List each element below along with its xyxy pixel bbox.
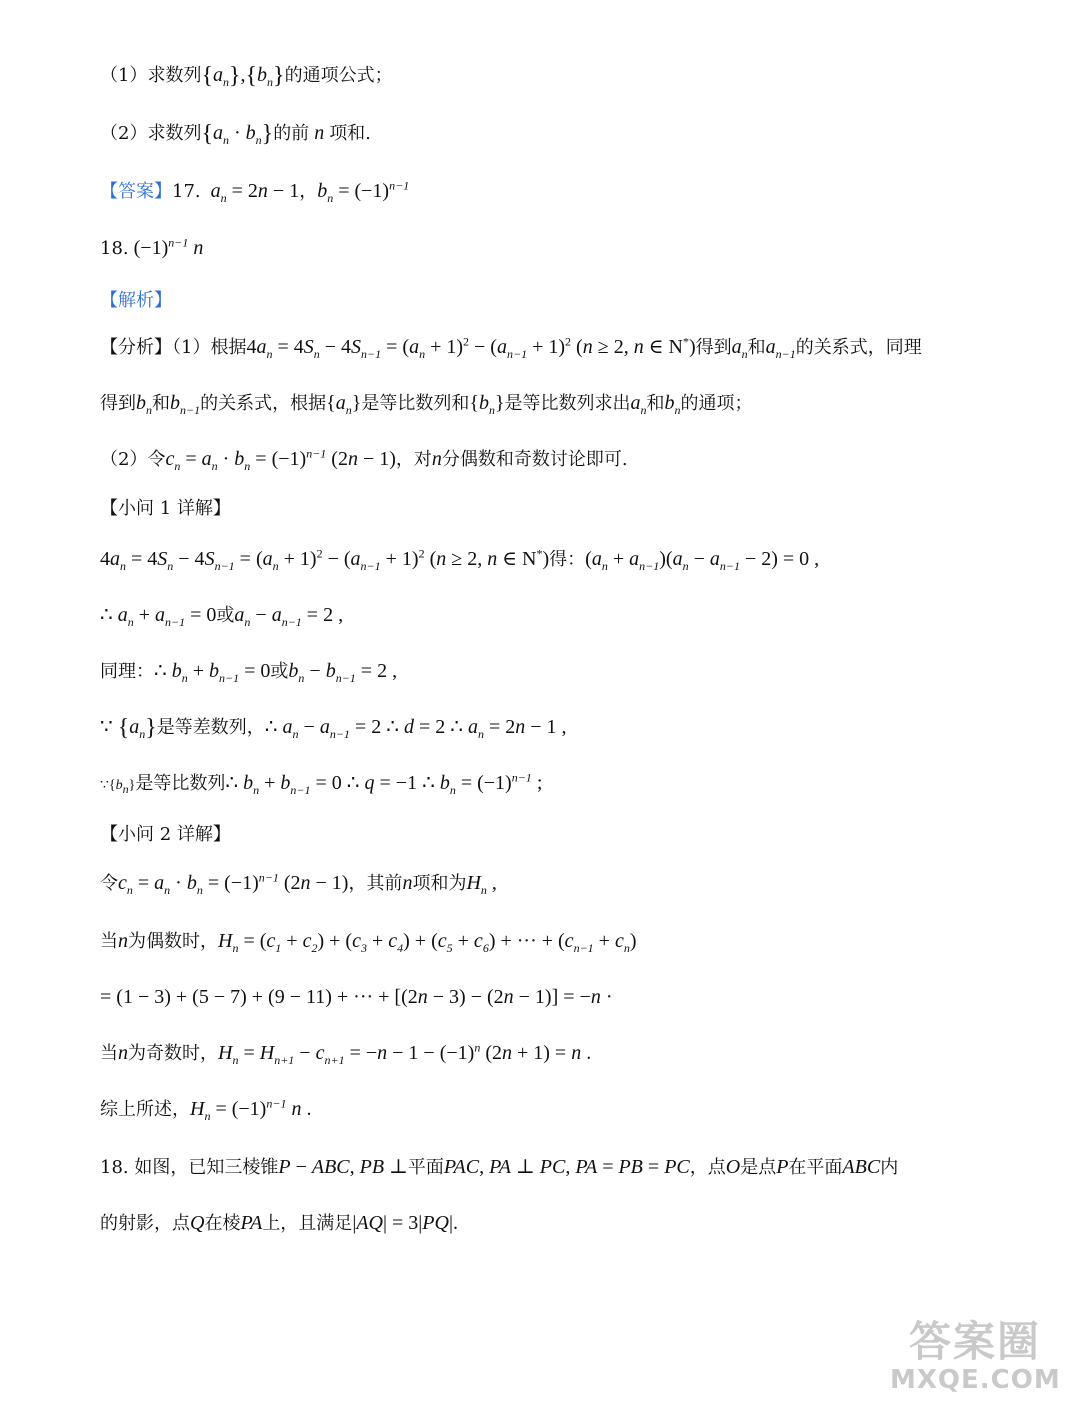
part1-is-geo: 是等比数列 <box>135 773 226 794</box>
part1-is-arith: 是等差数列， <box>156 717 265 738</box>
part1-line-3: 同理：∴ $b_n + b_{n-1} = 0$或$b_n - b_{n-1} = 2$ , <box>100 660 398 685</box>
part2-sum: ，其前 <box>348 873 403 894</box>
q18-e: 在平面 <box>788 1157 843 1178</box>
watermark-url: MXQE.COM <box>890 1365 1061 1395</box>
part2-zong: 综上所述， <box>100 1099 190 1120</box>
q2-mid: 的前 <box>273 123 310 144</box>
fenxi-p2a: 得到 <box>100 393 136 414</box>
answer-comma: ， <box>299 181 318 202</box>
q18-g: 的射影，点 <box>100 1213 190 1234</box>
question-1: （1）求数列$\{a_n\},\{b_n\}$的通项公式； <box>100 63 393 89</box>
q18-b: 平面 <box>407 1157 444 1178</box>
answer-17: 17. <box>172 181 201 202</box>
part2-line-5: 综上所述，$H_n = (-1)^{n-1}$ n . <box>100 1096 312 1123</box>
fenxi-line-2: 得到$b_n$和$b_{n-1}$的关系式，根据$\{a_n\}$是等比数列和$\{b_n\}$是等比数列求出$a_n$和$b_n$的通项； <box>100 392 753 417</box>
part2-sum2: 项和为 <box>412 873 467 894</box>
q2-label: （2）求数列 <box>100 123 202 144</box>
part2-line-4: 当n为奇数时，$H_n = H_{n+1} - c_{n+1} = -n - 1 - (-1)^n$ (2n + 1) = n . <box>100 1040 592 1067</box>
answer-18: 18. <box>100 238 129 259</box>
fenxi-p1c: 的关系式，同理 <box>795 337 922 358</box>
part2-odd: 当 <box>100 1043 118 1064</box>
fenxi-p3a: （2）令 <box>100 449 166 470</box>
fenxi-line-3: （2）令$c_n = a_n \cdot b_n = (-1)^{n-1}$ (2n − 1)，对n分偶数和奇数讨论即可. <box>100 446 628 473</box>
part1-line-4: ∵ $\{a_n\}$是等差数列，∴ $a_n - a_{n-1} = 2$ ∴ d = 2 ∴ $a_n = 2n - 1$ , <box>100 715 567 741</box>
q18-f: 内 <box>880 1157 899 1178</box>
answer-tag: 【答案】 <box>100 181 172 202</box>
part1-line-2: ∴ $a_n + a_{n-1} = 0$或$a_n - a_{n-1} = 2$ , <box>100 604 344 629</box>
part1-or-2: 或 <box>270 661 289 682</box>
part2-ling: 令 <box>100 873 118 894</box>
q18-d: 是点 <box>740 1157 777 1178</box>
part2-line-3: = (1 − 3) + (5 − 7) + (9 − 11) + ··· + [(2n − 3) − (2n − 1)] = −n · <box>100 986 613 1008</box>
part2-odd2: 为奇数时， <box>128 1043 218 1064</box>
part1-de: 得： <box>549 549 586 570</box>
q18-h: 在棱 <box>204 1213 241 1234</box>
fenxi-p3b: ，对 <box>395 449 432 470</box>
fenxi-p1a: （1）根据 <box>172 337 247 358</box>
fenxi-line-1: 【分析】（1）根据$4a_n = 4S_n - 4S_{n-1} = (a_n + 1)^2 - (a_{n-1} + 1)^2$ (n ≥ 2, n ∈ N*)得到$a_n$和$a_{n-1}$的关系式，同理 <box>100 334 922 361</box>
part1-title: 【小问 1 详解】 <box>100 498 231 519</box>
part2-even2: 为偶数时， <box>128 931 218 952</box>
fenxi-and-2: 和 <box>152 393 170 414</box>
fenxi-tag: 【分析】 <box>100 337 172 358</box>
q18-line-1: 18. 如图，已知三棱锥P − ABC, PB ⊥平面PAC, PA ⊥ PC, PA = PB = PC，点O是点P在平面ABC内 <box>100 1156 899 1178</box>
answer-line: 【答案】17. $a_n = 2n - 1$，$b_n = (-1)^{n-1}$ <box>100 178 410 205</box>
fenxi-p2d: 是等比数列求出 <box>504 393 631 414</box>
part2-line-1: 令$c_n = a_n \cdot b_n = (-1)^{n-1}$ (2n − 1)，其前n项和为$H_n$ , <box>100 870 497 897</box>
q2-tail: 项和. <box>329 123 371 144</box>
q18-a: 18. 如图，已知三棱锥 <box>100 1157 279 1178</box>
part1-line-1: $4a_n = 4S_n - 4S_{n-1} = (a_n + 1)^2 - (a_{n-1} + 1)^2$ (n ≥ 2, n ∈ N*)得：$(a_n + a_{n-1})(a_n - a_{n-1} - 2) = 0$ , <box>100 546 820 573</box>
fenxi-and-1: 和 <box>747 337 766 358</box>
part2-line-2: 当n为偶数时，$H_n = (c_1 + c_2) + (c_3 + c_4) + (c_5 + c_6)$ + ··· + $(c_{n-1} + c_n)$ <box>100 930 637 955</box>
watermark-logo-text: 答案圈 <box>908 1317 1041 1366</box>
part1-or-1: 或 <box>216 605 235 626</box>
part2-title: 【小问 2 详解】 <box>100 824 231 845</box>
analysis-tag: 【解析】 <box>100 290 172 311</box>
fenxi-and-3: 和 <box>646 393 665 414</box>
part1-line-5: $\because\{b_n\}$是等比数列∴ $b_n + b_{n-1} = 0$ ∴ q = −1 ∴ $b_n = (-1)^{n-1}$ ; <box>100 770 543 797</box>
fenxi-p1b: 得到 <box>695 337 732 358</box>
q1-label: （1）求数列 <box>100 65 202 86</box>
part2-even: 当 <box>100 931 118 952</box>
q18-line-2: 的射影，点Q在棱PA上，且满足|AQ| = 3|PQ|. <box>100 1212 458 1234</box>
question-2: （2）求数列$\{a_n \cdot b_n\}$的前 n 项和. <box>100 121 371 147</box>
watermark-logo <box>890 1319 1060 1399</box>
q18-i: 上，且满足 <box>262 1213 353 1234</box>
q1-tail: 的通项公式； <box>284 65 393 86</box>
fenxi-p2b: 的关系式，根据 <box>200 393 327 414</box>
fenxi-p3c: 分偶数和奇数讨论即可. <box>441 449 628 470</box>
part1-tongli: 同理： <box>100 661 154 682</box>
fenxi-p2e: 的通项； <box>680 393 753 414</box>
q18-c: ，点 <box>689 1157 726 1178</box>
answer-18-line: 18. $(-1)^{n-1}$ n <box>100 235 204 259</box>
fenxi-p2c: 是等比数列和 <box>361 393 470 414</box>
